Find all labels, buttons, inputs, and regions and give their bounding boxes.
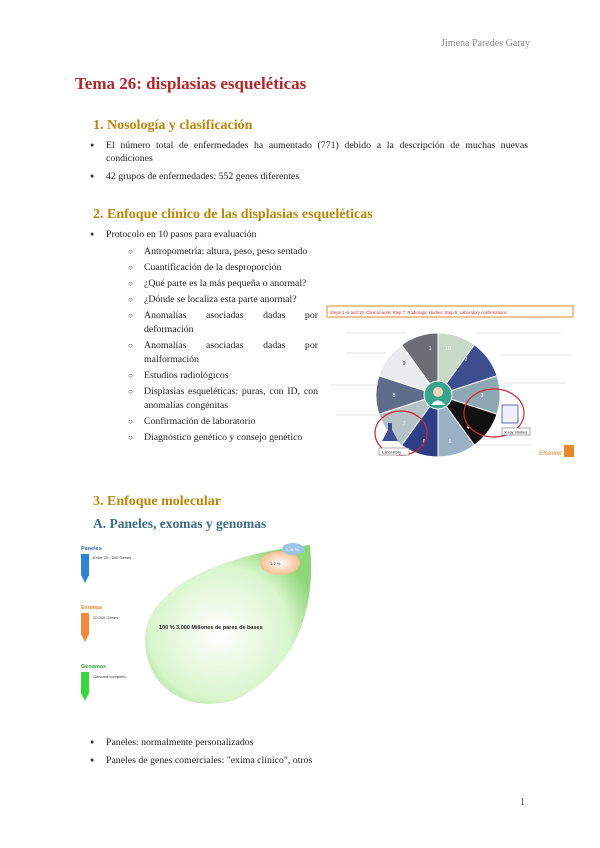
genomas-label: Genomas — [81, 664, 107, 670]
list-item: ● El número total de enfermedades ha aumentado (771) debido a la descripción de muchas nuevas condiciones — [88, 139, 528, 165]
list-item: ● 42 grupos de enfermedades: 552 genes diferentes — [88, 170, 528, 183]
exomas-tube-icon — [81, 613, 89, 642]
protocol-wheel-figure — [326, 305, 576, 465]
panel-pct-label: 0.05 % — [286, 547, 299, 552]
protocol-step: ○ ¿Dónde se localiza esta parte anormal? — [128, 293, 318, 307]
wheel-number: 6 — [422, 439, 426, 445]
wheel-number: 8 — [392, 393, 396, 399]
section3-bullets — [88, 736, 528, 772]
exomas-label: Exomas — [81, 605, 103, 611]
wheel-number: 1 — [428, 346, 432, 352]
wheel-number: 5 — [448, 439, 452, 445]
section1-heading: 1. Nosología y clasificación — [93, 118, 253, 133]
wheel-number: 4 — [466, 425, 470, 431]
protocol-step: ○ Anomalías asociadas dadas por deformación — [128, 309, 318, 337]
wheel-number: 3 — [480, 393, 484, 399]
xray-icon — [502, 405, 518, 423]
genomas-tube-icon — [81, 672, 89, 701]
figure-banner: Steps 1–6 and 10: Clinical work; Step 7: Radiologic studies; Step 9: Laboratory confirmations — [330, 310, 507, 315]
brand-logo-icon — [564, 445, 574, 457]
protocol-step: ○ Estudios radiológicos — [128, 369, 318, 383]
wheel-number: 2 — [464, 357, 468, 363]
protocol-step: ○ Anomalías asociadas dadas por malformación — [128, 339, 318, 367]
lab-label: Laboratory — [382, 449, 402, 455]
list-item: ● Paneles de genes comerciales: "exima clínico", otros — [88, 754, 528, 767]
wheel-number: 10 — [445, 346, 451, 352]
page-header-author: Jimena Paredes Garay — [441, 38, 530, 49]
document-title: Tema 26: displasias esqueléticas — [75, 74, 307, 93]
xray-label: X-ray studies — [504, 429, 528, 435]
protocol-steps — [128, 245, 318, 447]
paneles-label: Paneles — [81, 546, 102, 552]
section2-bullets — [88, 228, 528, 246]
genome-size-label: 100 % 3,000 Millones de pares de bases — [159, 625, 263, 631]
section3-heading: 3. Enfoque molecular — [93, 494, 221, 509]
protocol-step: ○ Displasias esqueléticas: puras, con ID, con anomalías congénitas — [128, 385, 318, 413]
protocol-step: ○ ¿Qué parte es la más pequeña o anormal? — [128, 277, 318, 291]
brand-label: Elsevier — [539, 450, 563, 457]
exome-pct-label: 1-2 % — [270, 561, 281, 566]
protocol-step: ○ Diagnóstico genético y consejo genético — [128, 431, 318, 445]
wheel-number: 9 — [402, 361, 406, 367]
protocol-step: ○ Antropometría: altura, peso, peso sentado — [128, 245, 318, 259]
section3-subheading: A. Paneles, exomas y genomas — [93, 516, 267, 531]
genome-scope-figure — [75, 535, 345, 715]
genomas-desc: Genoma completo — [93, 674, 126, 679]
paneles-desc: Entre 20 - 500 Genes — [93, 555, 132, 560]
protocol-step: ○ Cuantificación de la desproporción — [128, 261, 318, 275]
section2-heading: 2. Enfoque clínico de las displasias esqueléticas — [93, 207, 373, 222]
page-number: 1 — [520, 797, 525, 808]
section1-bullets — [88, 139, 528, 188]
protocol-step: ○ Confirmación de laboratorio — [128, 415, 318, 429]
list-item: ● Protocolo en 10 pasos para evaluación — [88, 228, 528, 241]
paneles-tube-icon — [81, 554, 89, 583]
list-item: ● Paneles: normalmente personalizados — [88, 736, 528, 749]
doctor-icon — [433, 387, 443, 397]
exomas-desc: 20,000 Genes — [93, 615, 119, 620]
wheel-number: 7 — [402, 421, 406, 427]
